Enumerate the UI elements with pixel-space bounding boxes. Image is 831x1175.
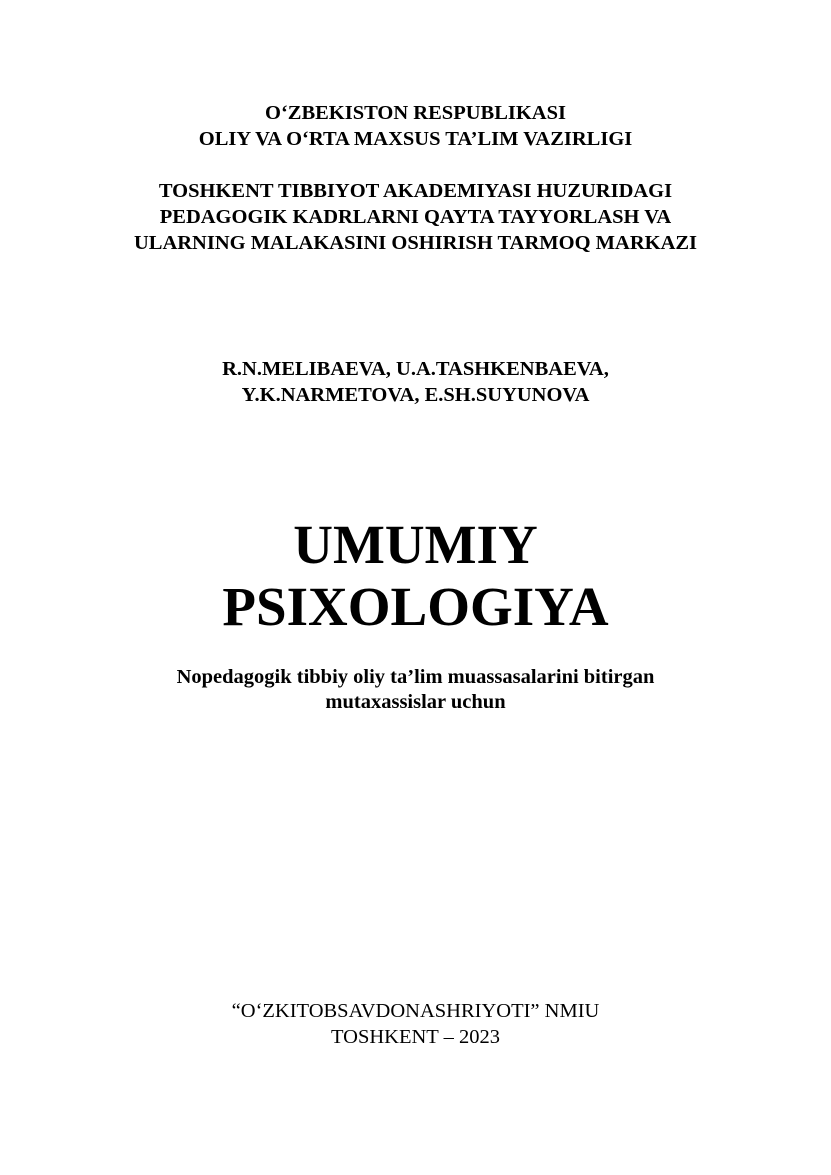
ministry-line-2: OLIY VA O‘RTA MAXSUS TA’LIM VAZIRLIGI [198, 128, 633, 150]
authors [0, 356, 831, 408]
institution-line-3: ULARNING MALAKASINI OSHIRISH TARMOQ MARKAZI [133, 232, 698, 254]
authors-line-1: R.N.MELIBAEVA, U.A.TASHKENBAEVA, [222, 358, 609, 380]
book-subtitle-line-2: mutaxassislar uchun [325, 691, 506, 713]
book-subtitle-line-1: Nopedagogik tibbiy oliy ta’lim muassasalarini bitirgan [176, 666, 655, 688]
institution-line-2: PEDAGOGIK KADRLARNI QAYTA TAYYORLASH VA [159, 206, 672, 228]
institution-line-1: TOSHKENT TIBBIYOT AKADEMIYASI HUZURIDAGI [158, 180, 673, 202]
book-subtitle [0, 665, 831, 715]
ministry-header [0, 100, 831, 152]
book-title-line-2: PSIXOLOGIYA [222, 576, 609, 637]
publisher-name: “O‘ZKITOBSAVDONASHRIYOTI” NMIU [231, 1000, 600, 1022]
publisher-city-year: TOSHKENT – 2023 [331, 1026, 500, 1048]
ministry-line-1: O‘ZBEKISTON RESPUBLIKASI [265, 102, 566, 124]
book-title-line-1: UMUMIY [293, 514, 538, 575]
institution-header [0, 178, 831, 256]
authors-line-2: Y.K.NARMETOVA, E.SH.SUYUNOVA [241, 384, 590, 406]
publisher-info [0, 998, 831, 1050]
book-title [0, 514, 831, 638]
